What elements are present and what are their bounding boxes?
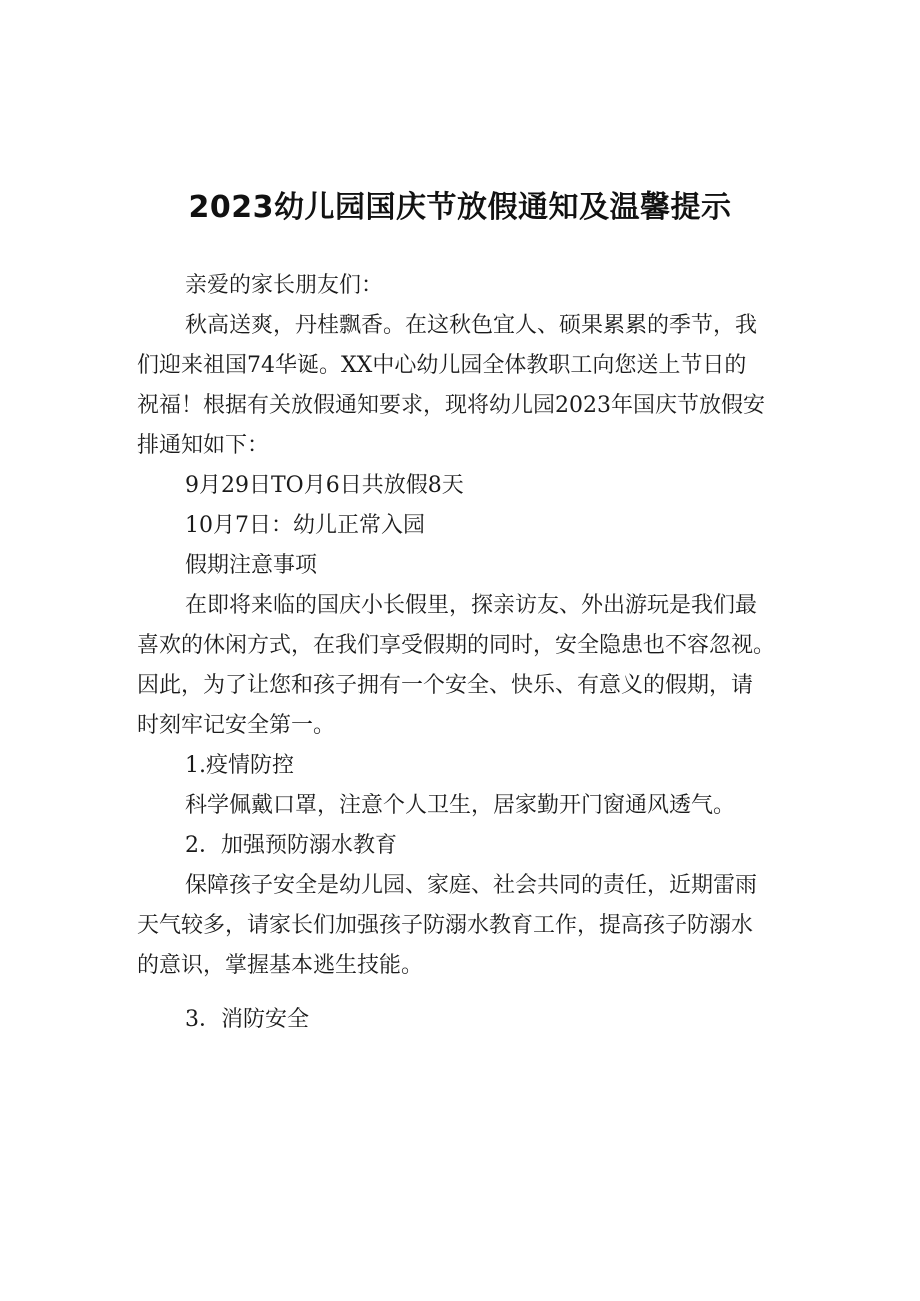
notes-paragraph xyxy=(137,586,791,746)
notes-line: 喜欢的休闲方式，在我们享受假期的同时，安全隐患也不容忽视。 xyxy=(137,633,776,658)
document-title: 2023幼儿园国庆节放假通知及温馨提示 xyxy=(188,190,732,226)
item-1-heading: 1.疫情防控 xyxy=(185,753,294,778)
item-2-line: 的意识，掌握基本逃生技能。 xyxy=(137,953,424,978)
notes-line: 在即将来临的国庆小长假里，探亲访友、外出游玩是我们最 xyxy=(185,593,758,618)
notes-line: 时刻牢记安全第一。 xyxy=(137,713,336,738)
intro-line: 祝福！根据有关放假通知要求，现将幼儿园2023年国庆节放假安 xyxy=(137,393,765,418)
greeting: 亲爱的家长朋友们： xyxy=(185,273,384,298)
schedule-holiday: 9月29日TO月6日共放假8天 xyxy=(185,473,464,498)
spacer xyxy=(137,986,791,1000)
item-2-line: 天气较多，请家长们加强孩子防溺水教育工作，提高孩子防溺水 xyxy=(137,913,754,938)
intro-line: 们迎来祖国74华诞。XX中心幼儿园全体教职工向您送上节日的 xyxy=(137,353,747,378)
item-3-heading: 3．消防安全 xyxy=(185,1007,309,1032)
intro-line: 排通知如下： xyxy=(137,433,270,458)
item-2-paragraph xyxy=(137,866,791,986)
notes-line: 因此，为了让您和孩子拥有一个安全、快乐、有意义的假期，请 xyxy=(137,673,754,698)
item-1-text: 科学佩戴口罩，注意个人卫生，居家勤开门窗通风透气。 xyxy=(185,793,736,818)
intro-paragraph xyxy=(137,306,791,466)
item-2-heading: 2．加强预防溺水教育 xyxy=(185,833,397,858)
document-body xyxy=(137,266,791,1040)
notes-heading: 假期注意事项 xyxy=(185,553,318,578)
item-2-line: 保障孩子安全是幼儿园、家庭、社会共同的责任，近期雷雨 xyxy=(185,873,758,898)
schedule-return: 10月7日：幼儿正常入园 xyxy=(185,513,425,538)
intro-line: 秋高送爽，丹桂飘香。在这秋色宜人、硕果累累的季节，我 xyxy=(185,313,758,338)
